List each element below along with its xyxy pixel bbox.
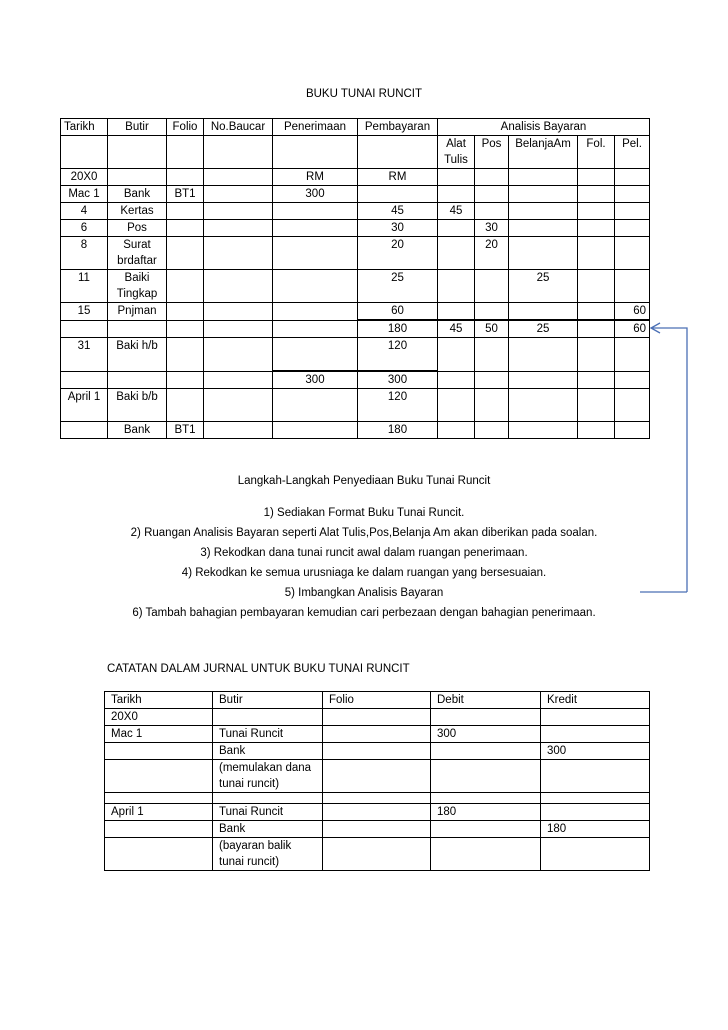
ledger-cell-alat-tulis: 45 (438, 203, 475, 220)
ledger-cell-alat-tulis: 45 (438, 320, 475, 338)
ledger-cell-folio (167, 169, 204, 186)
ledger-cell-alat-tulis (438, 303, 475, 321)
ledger-row (61, 203, 650, 220)
ledger-cell-pel (615, 270, 650, 303)
header-penerimaan: Penerimaan (273, 119, 358, 136)
journal-cell-tarikh (105, 760, 213, 793)
step-item: 4) Rekodkan ke semua urusniaga ke dalam ruangan yang bersesuaian. (181, 567, 547, 579)
journal-row (105, 743, 650, 760)
ledger-cell-tarikh: 15 (61, 303, 108, 321)
ledger-cell-butir (108, 320, 167, 338)
ledger-row (61, 220, 650, 237)
ledger-cell-pos (475, 270, 509, 303)
journal-cell-debit (431, 793, 541, 804)
ledger-cell-butir: Bank (108, 422, 167, 439)
journal-cell-folio (323, 804, 431, 821)
journal-cell-butir: Tunai Runcit (213, 726, 323, 743)
journal-cell-folio (323, 743, 431, 760)
ledger-header-row (61, 119, 650, 136)
ledger-cell-penerimaan (273, 203, 358, 220)
ledger-cell-alat-tulis (438, 338, 475, 372)
journal-header-debit: Debit (431, 692, 541, 709)
journal-cell-debit: 300 (431, 726, 541, 743)
header-alat-tulis: Alat Tulis (438, 136, 475, 169)
ledger-cell-pos (475, 389, 509, 422)
ledger-cell-alat-tulis (438, 220, 475, 237)
ledger-cell-tarikh: 6 (61, 220, 108, 237)
journal-cell-kredit (541, 726, 650, 743)
ledger-cell-belanja-am (509, 169, 578, 186)
ledger-cell-baucar (204, 169, 273, 186)
journal-cell-kredit (541, 760, 650, 793)
ledger-cell-fol (578, 320, 615, 338)
ledger-cell-pembayaran (358, 186, 438, 203)
ledger-cell-fol (578, 422, 615, 439)
ledger-cell-penerimaan (273, 389, 358, 422)
step-item: 2) Ruangan Analisis Bayaran seperti Alat Tulis,Pos,Belanja Am akan diberikan pada soalan. (130, 527, 598, 539)
ledger-cell-fol (578, 237, 615, 270)
steps-list (0, 503, 728, 623)
journal-header-tarikh: Tarikh (105, 692, 213, 709)
header-fol: Fol. (578, 136, 615, 169)
ledger-cell-folio (167, 320, 204, 338)
petty-cash-ledger (60, 118, 650, 439)
ledger-cell-baucar (204, 422, 273, 439)
journal-cell-kredit (541, 804, 650, 821)
ledger-cell-tarikh: 31 (61, 338, 108, 372)
ledger-cell-belanja-am (509, 422, 578, 439)
ledger-cell-tarikh: Mac 1 (61, 186, 108, 203)
ledger-cell-pos: 50 (475, 320, 509, 338)
ledger-cell-fol (578, 169, 615, 186)
ledger-cell-folio (167, 389, 204, 422)
ledger-cell-pel (615, 237, 650, 270)
journal-cell-debit (431, 838, 541, 871)
ledger-cell-penerimaan: 300 (273, 371, 358, 389)
ledger-cell-belanja-am: 25 (509, 320, 578, 338)
ledger-cell-pembayaran: 20 (358, 237, 438, 270)
ledger-cell-alat-tulis (438, 371, 475, 389)
ledger-cell-baucar (204, 338, 273, 372)
header-tarikh: Tarikh (61, 119, 108, 136)
ledger-row (61, 389, 650, 422)
ledger-row (61, 237, 650, 270)
ledger-cell-fol (578, 220, 615, 237)
ledger-cell-pel: 60 (615, 303, 650, 321)
ledger-cell-tarikh (61, 320, 108, 338)
ledger-cell-penerimaan: RM (273, 169, 358, 186)
ledger-cell-pos (475, 338, 509, 372)
step-item: 3) Rekodkan dana tunai runcit awal dalam ruangan penerimaan. (200, 547, 528, 559)
journal-row (105, 760, 650, 793)
ledger-cell-belanja-am (509, 303, 578, 321)
ledger-cell-belanja-am: 25 (509, 270, 578, 303)
journal-row (105, 838, 650, 871)
journal-cell-debit (431, 709, 541, 726)
ledger-row (61, 303, 650, 321)
ledger-row (61, 338, 650, 372)
ledger-cell-baucar (204, 237, 273, 270)
ledger-cell-pembayaran: 45 (358, 203, 438, 220)
ledger-cell-belanja-am (509, 389, 578, 422)
ledger-cell-fol (578, 338, 615, 372)
journal-header-kredit: Kredit (541, 692, 650, 709)
header-no-baucar: No.Baucar (204, 119, 273, 136)
journal-cell-kredit: 180 (541, 821, 650, 838)
ledger-cell-penerimaan (273, 303, 358, 321)
ledger-cell-butir: Kertas (108, 203, 167, 220)
ledger-cell-alat-tulis (438, 237, 475, 270)
ledger-cell-penerimaan (273, 270, 358, 303)
journal-row (105, 804, 650, 821)
ledger-row (61, 169, 650, 186)
journal-cell-butir: Bank (213, 821, 323, 838)
ledger-cell-penerimaan (273, 422, 358, 439)
journal-header-butir: Butir (213, 692, 323, 709)
step-item: 6) Tambah bahagian pembayaran kemudian cari perbezaan dengan bahagian penerimaan. (132, 607, 596, 619)
ledger-cell-tarikh: 20X0 (61, 169, 108, 186)
ledger-cell-tarikh: 11 (61, 270, 108, 303)
ledger-cell-pel (615, 220, 650, 237)
journal-header-row (105, 692, 650, 709)
ledger-cell-butir: Pnjman (108, 303, 167, 321)
ledger-cell-butir (108, 371, 167, 389)
ledger-cell-butir: Baki b/b (108, 389, 167, 422)
ledger-cell-pel: 60 (615, 320, 650, 338)
ledger-cell-folio (167, 203, 204, 220)
journal-cell-butir: Bank (213, 743, 323, 760)
journal-cell-tarikh (105, 743, 213, 760)
ledger-cell-baucar (204, 303, 273, 321)
ledger-cell-pembayaran: 180 (358, 320, 438, 338)
ledger-cell-tarikh: April 1 (61, 389, 108, 422)
ledger-cell-penerimaan (273, 338, 358, 372)
journal-cell-debit (431, 821, 541, 838)
ledger-cell-belanja-am (509, 186, 578, 203)
journal-header-folio: Folio (323, 692, 431, 709)
ledger-cell-baucar (204, 186, 273, 203)
journal-row (105, 821, 650, 838)
ledger-cell-pel (615, 169, 650, 186)
journal-cell-debit (431, 743, 541, 760)
ledger-cell-folio (167, 303, 204, 321)
journal-cell-folio (323, 709, 431, 726)
journal-title: CATATAN DALAM JURNAL UNTUK BUKU TUNAI RUNCIT (107, 663, 410, 675)
journal-table (104, 691, 650, 871)
journal-cell-butir (213, 709, 323, 726)
ledger-cell-butir: Baiki Tingkap (108, 270, 167, 303)
ledger-cell-alat-tulis (438, 186, 475, 203)
journal-cell-folio (323, 726, 431, 743)
ledger-cell-alat-tulis (438, 389, 475, 422)
ledger-cell-penerimaan (273, 320, 358, 338)
ledger-title: BUKU TUNAI RUNCIT (305, 88, 423, 100)
ledger-cell-tarikh: 8 (61, 237, 108, 270)
ledger-cell-fol (578, 389, 615, 422)
ledger-cell-penerimaan: 300 (273, 186, 358, 203)
ledger-cell-pos (475, 186, 509, 203)
steps-title: Langkah-Langkah Penyediaan Buku Tunai Runcit (237, 475, 491, 487)
ledger-cell-baucar (204, 320, 273, 338)
ledger-cell-alat-tulis (438, 270, 475, 303)
journal-cell-butir: (bayaran balik tunai runcit) (213, 838, 323, 871)
ledger-cell-belanja-am (509, 371, 578, 389)
journal-cell-tarikh (105, 821, 213, 838)
ledger-cell-butir: Surat brdaftar (108, 237, 167, 270)
ledger-cell-pel (615, 203, 650, 220)
ledger-row (61, 186, 650, 203)
ledger-cell-folio (167, 371, 204, 389)
journal-cell-debit (431, 760, 541, 793)
journal-row (105, 709, 650, 726)
journal-row (105, 793, 650, 804)
ledger-cell-fol (578, 203, 615, 220)
ledger-cell-folio (167, 220, 204, 237)
ledger-cell-fol (578, 371, 615, 389)
ledger-cell-penerimaan (273, 220, 358, 237)
journal-cell-kredit (541, 838, 650, 871)
header-analisis-bayaran: Analisis Bayaran (438, 119, 650, 136)
ledger-cell-baucar (204, 270, 273, 303)
ledger-cell-fol (578, 186, 615, 203)
ledger-cell-pos: 30 (475, 220, 509, 237)
ledger-cell-fol (578, 303, 615, 321)
ledger-row (61, 422, 650, 439)
ledger-cell-butir: Pos (108, 220, 167, 237)
ledger-cell-tarikh (61, 371, 108, 389)
ledger-cell-butir: Baki h/b (108, 338, 167, 372)
ledger-row (61, 270, 650, 303)
ledger-cell-folio (167, 270, 204, 303)
journal-cell-kredit (541, 793, 650, 804)
ledger-cell-pos (475, 371, 509, 389)
header-butir: Butir (108, 119, 167, 136)
ledger-cell-pos (475, 303, 509, 321)
ledger-cell-fol (578, 270, 615, 303)
ledger-cell-belanja-am (509, 220, 578, 237)
ledger-cell-pembayaran: RM (358, 169, 438, 186)
ledger-cell-pembayaran: 25 (358, 270, 438, 303)
journal-cell-folio (323, 821, 431, 838)
header-pembayaran: Pembayaran (358, 119, 438, 136)
journal-cell-folio (323, 793, 431, 804)
step-item: 1) Sediakan Format Buku Tunai Runcit. (263, 507, 465, 519)
ledger-cell-pembayaran: 120 (358, 338, 438, 372)
ledger-cell-belanja-am (509, 237, 578, 270)
ledger-cell-alat-tulis (438, 169, 475, 186)
journal-cell-tarikh (105, 793, 213, 804)
ledger-cell-baucar (204, 389, 273, 422)
header-pel: Pel. (615, 136, 650, 169)
journal-cell-tarikh: April 1 (105, 804, 213, 821)
ledger-cell-pos (475, 169, 509, 186)
ledger-cell-folio (167, 338, 204, 372)
ledger-cell-pel (615, 186, 650, 203)
ledger-cell-pembayaran: 120 (358, 389, 438, 422)
journal-cell-butir: (memulakan dana tunai runcit) (213, 760, 323, 793)
ledger-cell-pos: 20 (475, 237, 509, 270)
journal-cell-tarikh: 20X0 (105, 709, 213, 726)
ledger-cell-butir: Bank (108, 186, 167, 203)
ledger-row (61, 371, 650, 389)
ledger-subheader-row (61, 136, 650, 169)
ledger-cell-alat-tulis (438, 422, 475, 439)
ledger-cell-baucar (204, 371, 273, 389)
journal-cell-debit: 180 (431, 804, 541, 821)
journal-cell-kredit (541, 709, 650, 726)
ledger-cell-folio (167, 237, 204, 270)
ledger-row (61, 320, 650, 338)
ledger-cell-butir (108, 169, 167, 186)
ledger-cell-baucar (204, 220, 273, 237)
journal-cell-kredit: 300 (541, 743, 650, 760)
header-folio: Folio (167, 119, 204, 136)
step-item: 5) Imbangkan Analisis Bayaran (284, 587, 444, 599)
ledger-cell-folio: BT1 (167, 422, 204, 439)
journal-cell-butir: Tunai Runcit (213, 804, 323, 821)
ledger-cell-penerimaan (273, 237, 358, 270)
ledger-cell-pos (475, 422, 509, 439)
journal-cell-folio (323, 760, 431, 793)
ledger-cell-pembayaran: 60 (358, 303, 438, 321)
ledger-cell-pos (475, 203, 509, 220)
ledger-cell-belanja-am (509, 203, 578, 220)
ledger-cell-pembayaran: 300 (358, 371, 438, 389)
ledger-cell-folio: BT1 (167, 186, 204, 203)
journal-cell-tarikh: Mac 1 (105, 726, 213, 743)
journal-cell-folio (323, 838, 431, 871)
journal-cell-tarikh (105, 838, 213, 871)
ledger-cell-baucar (204, 203, 273, 220)
header-pos: Pos (475, 136, 509, 169)
ledger-cell-pembayaran: 180 (358, 422, 438, 439)
journal-row (105, 726, 650, 743)
header-belanja-am: BelanjaAm (509, 136, 578, 169)
journal-cell-butir (213, 793, 323, 804)
ledger-cell-pembayaran: 30 (358, 220, 438, 237)
ledger-cell-belanja-am (509, 338, 578, 372)
ledger-cell-tarikh: 4 (61, 203, 108, 220)
ledger-cell-tarikh (61, 422, 108, 439)
